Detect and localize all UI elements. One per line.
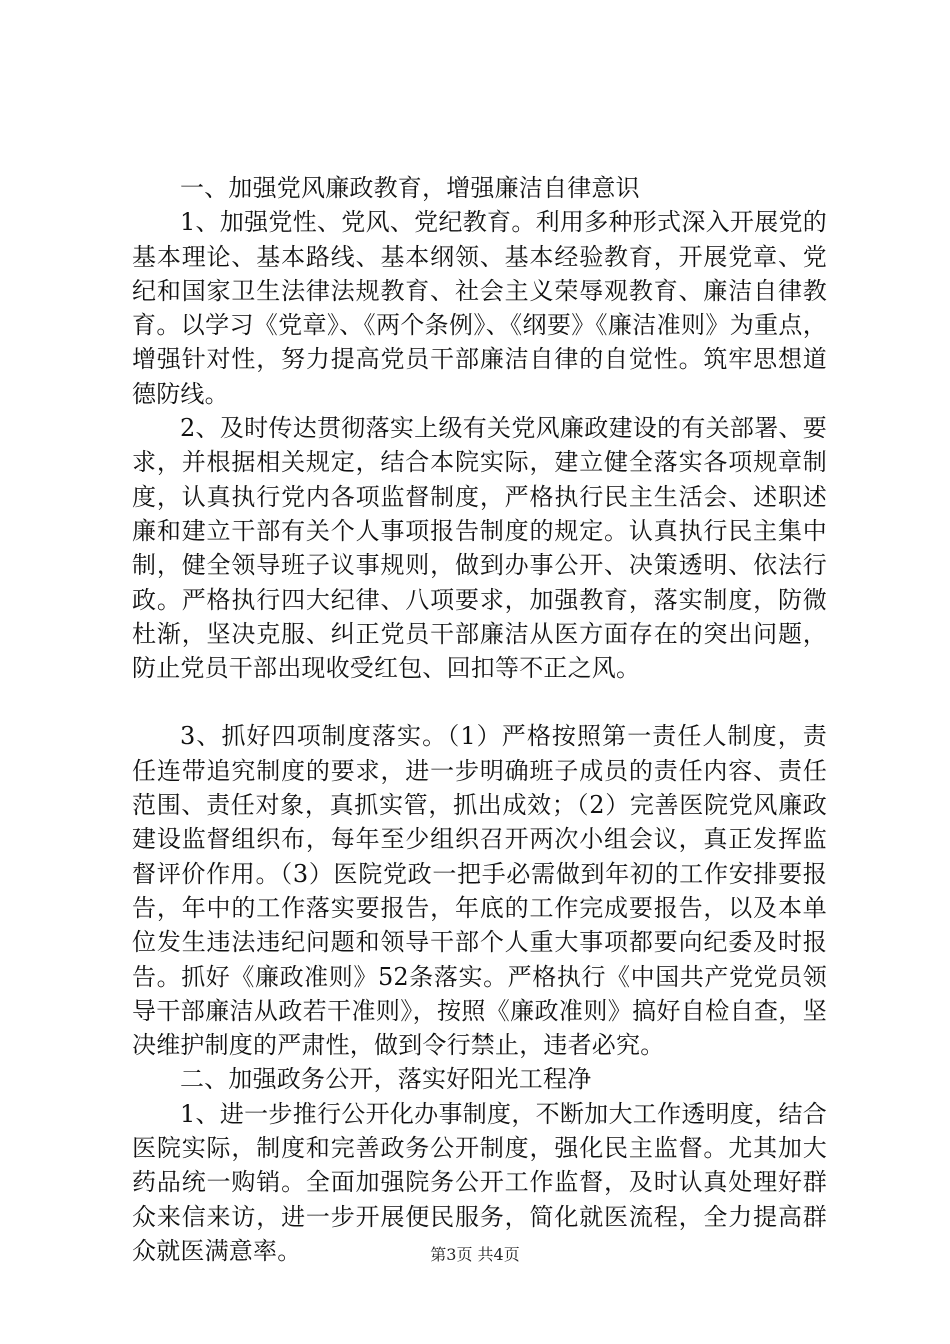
document-body — [132, 171, 827, 1268]
paragraph-1: 1、加强党性、党风、党纪教育。利用多种形式深入开展党的基本理论、基本路线、基本纲领、基本经验教育，开展党章、党纪和国家卫生法律法规教育、社会主义荣辱观教育、廉洁自律教育。以学习《党章》、《两个条例》、《纲要》《廉洁准则》为重点，增强针对性，努力提高党员干部廉洁自律的自觉性。筑牢思想道德防线。 — [132, 208, 827, 408]
section-heading-1: 一、加强党风廉政教育，增强廉洁自律意识 — [180, 174, 640, 202]
section-heading-2: 二、加强政务公开，落实好阳光工程净 — [180, 1065, 592, 1094]
paragraph-3: 3、抓好四项制度落实。（1）严格按照第一责任人制度，责任连带追究制度的要求，进一步明确班子成员的责任内容、责任范围、责任对象，真抓实管，抓出成效；（2）完善医院党风廉政建设监督组织布，每年至少组织召开两次小组会议，真正发挥监督评价作用。（3）医院党政一把手必需做到年初的工作安排要报告，年中的工作落实要报告，年底的工作完成要报告，以及本单位发生违法违纪问题和领导干部个人重大事项都要向纪委及时报告。抓好《廉政准则》52条落实。严格执行《中国共产党党员领导干部廉洁从政若干准则》，按照《廉政准则》搞好自检自查，坚决维护制度的严肃性，做到令行禁止，违者必究。 — [132, 722, 827, 1060]
paragraph-4: 1、进一步推行公开化办事制度，不断加大工作透明度，结合医院实际，制度和完善政务公开制度，强化民主监督。尤其加大药品统一购销。全面加强院务公开工作监督，及时认真处理好群众来信来访，进一步开展便民服务，简化就医流程，全力提高群众就医满意率。 — [132, 1099, 827, 1265]
page-number-footer: 第3页 共4页 — [430, 1245, 520, 1264]
paragraph-2: 2、及时传达贯彻落实上级有关党风廉政建设的有关部署、要求，并根据相关规定，结合本院实际，建立健全落实各项规章制度，认真执行党内各项监督制度，严格执行民主生活会、述职述廉和建立干部有关个人事项报告制度的规定。认真执行民主集中制，健全领导班子议事规则，做到办事公开、决策透明、依法行政。严格执行四大纪律、八项要求，加强教育，落实制度，防微杜渐，坚决克服、纠正党员干部廉洁从医方面存在的突出问题，防止党员干部出现收受红包、回扣等不正之风。 — [132, 414, 827, 683]
